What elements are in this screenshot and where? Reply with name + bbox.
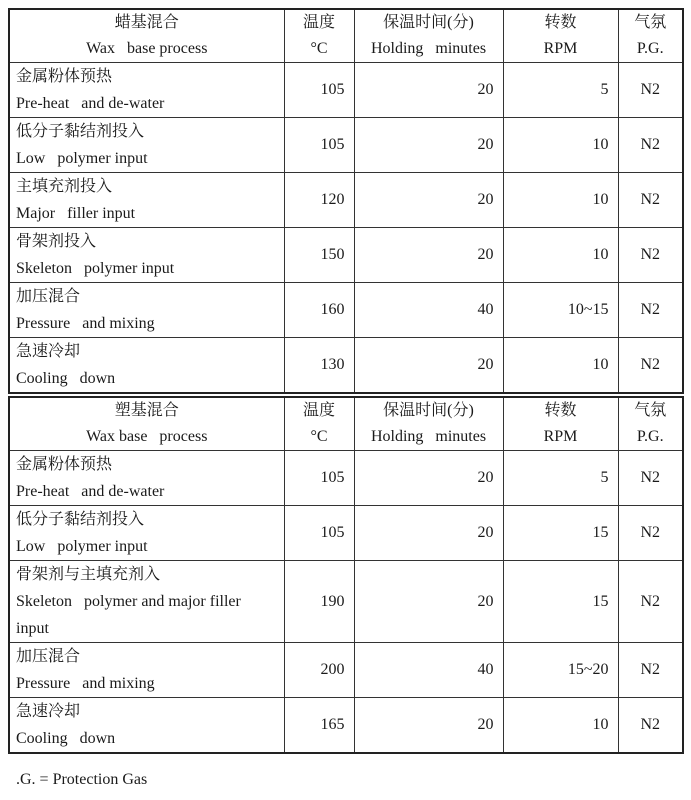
gas-cell: N2 [618, 118, 683, 173]
header-temp-zh: 温度 [302, 402, 335, 419]
header-process-zh: 蜡基混合 [114, 14, 179, 31]
step-en: Pressure and mixing [16, 675, 155, 692]
step-cell [9, 118, 284, 173]
table-row [9, 338, 683, 394]
table-row [9, 561, 683, 643]
header-temp-en: °C [310, 40, 328, 57]
temp-cell: 105 [284, 506, 354, 561]
temp-cell: 120 [284, 173, 354, 228]
rpm-cell: 10 [503, 338, 618, 394]
temp-cell: 190 [284, 561, 354, 643]
header-rpm-zh: 转数 [544, 402, 577, 419]
step-zh: 加压混合 [16, 648, 81, 665]
time-cell: 20 [354, 451, 503, 506]
rpm-cell: 10 [503, 173, 618, 228]
header-time-en: Holding minutes [370, 40, 487, 57]
header-row [9, 9, 683, 63]
table-row [9, 118, 683, 173]
table-row [9, 63, 683, 118]
step-cell [9, 451, 284, 506]
gas-cell: N2 [618, 451, 683, 506]
temp-cell: 105 [284, 118, 354, 173]
rpm-cell: 5 [503, 451, 618, 506]
header-rpm-zh: 转数 [544, 14, 577, 31]
step-en: Major filler input [16, 205, 136, 222]
step-cell [9, 338, 284, 394]
step-zh: 低分子黏结剂投入 [16, 511, 145, 528]
table-row [9, 173, 683, 228]
step-en: Pre-heat and de-water [16, 95, 165, 112]
header-process [9, 9, 284, 63]
step-zh: 低分子黏结剂投入 [16, 123, 145, 140]
rpm-cell: 10~15 [503, 283, 618, 338]
header-gas-zh: 气氛 [634, 402, 667, 419]
header-rpm [503, 9, 618, 63]
step-en: Low polymer input [16, 538, 148, 555]
gas-cell: N2 [618, 283, 683, 338]
header-rpm-en: RPM [543, 428, 578, 445]
rpm-cell: 15 [503, 506, 618, 561]
time-cell: 20 [354, 506, 503, 561]
time-cell: 20 [354, 63, 503, 118]
header-temp-zh: 温度 [302, 14, 335, 31]
temp-cell: 150 [284, 228, 354, 283]
step-en: Cooling down [16, 730, 116, 747]
header-time [354, 9, 503, 63]
step-en: Low polymer input [16, 150, 148, 167]
header-temp-en: °C [310, 428, 328, 445]
temp-cell: 200 [284, 643, 354, 698]
step-zh: 加压混合 [16, 288, 81, 305]
time-cell: 20 [354, 338, 503, 394]
header-gas-zh: 气氛 [634, 14, 667, 31]
step-cell [9, 698, 284, 754]
temp-cell: 105 [284, 63, 354, 118]
gas-cell: N2 [618, 643, 683, 698]
table-row [9, 506, 683, 561]
time-cell: 20 [354, 228, 503, 283]
rpm-cell: 15 [503, 561, 618, 643]
time-cell: 20 [354, 698, 503, 754]
gas-cell: N2 [618, 561, 683, 643]
rpm-cell: 10 [503, 118, 618, 173]
header-gas-en: P.G. [636, 40, 664, 57]
table-row [9, 643, 683, 698]
header-temp [284, 397, 354, 451]
step-zh: 骨架剂投入 [16, 233, 97, 250]
step-en: Pressure and mixing [16, 315, 155, 332]
step-cell [9, 561, 284, 643]
time-cell: 20 [354, 561, 503, 643]
time-cell: 40 [354, 643, 503, 698]
step-cell [9, 228, 284, 283]
time-cell: 40 [354, 283, 503, 338]
step-zh: 急速冷却 [16, 703, 81, 720]
step-cell [9, 643, 284, 698]
temp-cell: 160 [284, 283, 354, 338]
temp-cell: 105 [284, 451, 354, 506]
step-zh: 骨架剂与主填充剂入 [16, 566, 161, 583]
header-gas-en: P.G. [636, 428, 664, 445]
header-rpm [503, 397, 618, 451]
step-en: Pre-heat and de-water [16, 483, 165, 500]
table-row [9, 283, 683, 338]
rpm-cell: 10 [503, 228, 618, 283]
gas-cell: N2 [618, 173, 683, 228]
step-zh: 急速冷却 [16, 343, 81, 360]
step-cell [9, 506, 284, 561]
step-en: Skeleton polymer input [16, 260, 175, 277]
step-zh: 金属粉体预热 [16, 456, 113, 473]
table-row [9, 228, 683, 283]
table-row [9, 698, 683, 754]
header-process [9, 397, 284, 451]
gas-cell: N2 [618, 228, 683, 283]
header-process-en: Wax base process [86, 428, 208, 445]
step-zh: 主填充剂投入 [16, 178, 113, 195]
step-en: Skeleton polymer and major filler [16, 593, 241, 610]
step-cell [9, 173, 284, 228]
header-gas [618, 9, 683, 63]
temp-cell: 165 [284, 698, 354, 754]
rpm-cell: 10 [503, 698, 618, 754]
header-temp [284, 9, 354, 63]
plastic-base-process-table [8, 396, 684, 754]
gas-cell: N2 [618, 63, 683, 118]
rpm-cell: 15~20 [503, 643, 618, 698]
time-cell: 20 [354, 173, 503, 228]
temp-cell: 130 [284, 338, 354, 394]
time-cell: 20 [354, 118, 503, 173]
step-cell [9, 283, 284, 338]
header-gas [618, 397, 683, 451]
gas-cell: N2 [618, 338, 683, 394]
header-row [9, 397, 683, 451]
step-en: Cooling down [16, 370, 116, 387]
gas-cell: N2 [618, 698, 683, 754]
header-time-zh: 保温时间(分) [383, 402, 474, 419]
gas-cell: N2 [618, 506, 683, 561]
header-process-en: Wax base process [86, 40, 208, 57]
step-en-continued: input [16, 620, 49, 637]
rpm-cell: 5 [503, 63, 618, 118]
table-row [9, 451, 683, 506]
header-process-zh: 塑基混合 [114, 402, 179, 419]
step-zh: 金属粉体预热 [16, 68, 113, 85]
step-cell [9, 63, 284, 118]
footnote: .G. = Protection Gas [16, 771, 148, 788]
header-time-zh: 保温时间(分) [383, 14, 474, 31]
header-time [354, 397, 503, 451]
header-time-en: Holding minutes [370, 428, 487, 445]
wax-base-process-table [8, 8, 684, 394]
header-rpm-en: RPM [543, 40, 578, 57]
